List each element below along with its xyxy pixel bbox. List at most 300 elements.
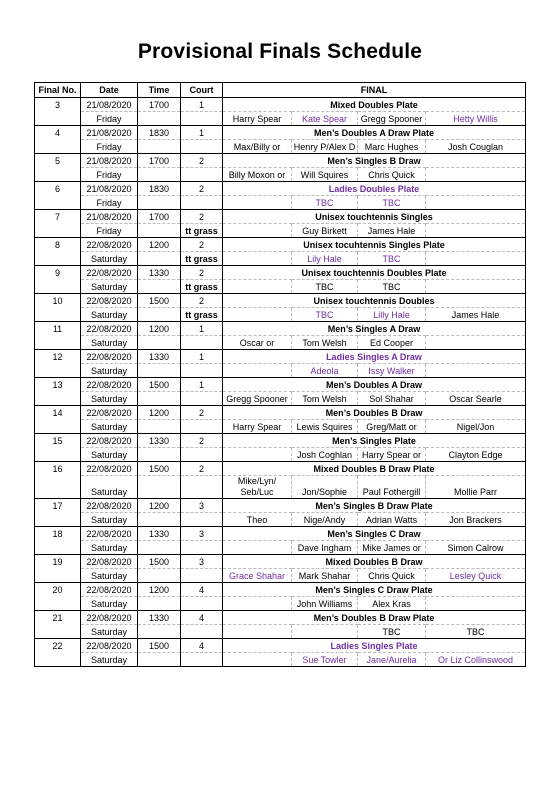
- final-time: 1830: [138, 182, 181, 196]
- final-date: 22/08/2020: [81, 583, 138, 597]
- time-cont: [138, 513, 181, 527]
- time-cont: [138, 597, 181, 611]
- player-cell: [223, 364, 292, 378]
- final-day: Saturday: [81, 569, 138, 583]
- time-cont: [138, 625, 181, 639]
- final-court: 3: [181, 499, 223, 513]
- time-cont: [138, 280, 181, 294]
- event-row: [35, 378, 526, 392]
- player-cell: Harry Spear: [223, 420, 292, 434]
- court-surface: [181, 112, 223, 126]
- court-surface: [181, 476, 223, 499]
- player-cell: TBC: [358, 252, 426, 266]
- final-number-cont: [35, 364, 81, 378]
- final-time: 1700: [138, 98, 181, 112]
- player-cell: Adrian Watts: [358, 513, 426, 527]
- final-number: 17: [35, 499, 81, 513]
- player-cell: Adeola: [292, 364, 358, 378]
- court-surface: [181, 336, 223, 350]
- player-cell: [426, 168, 526, 182]
- player-cell: Mike James or: [358, 541, 426, 555]
- final-number: 8: [35, 238, 81, 252]
- players-row: [35, 476, 526, 499]
- event-name: Ladies Doubles Plate: [223, 182, 526, 196]
- players-row: [35, 252, 526, 266]
- final-court: 4: [181, 583, 223, 597]
- player-cell: Kate Spear: [292, 112, 358, 126]
- court-surface: tt grass: [181, 224, 223, 238]
- player-cell: [223, 196, 292, 210]
- event-row: [35, 98, 526, 112]
- player-cell: [223, 252, 292, 266]
- final-number-cont: [35, 280, 81, 294]
- final-day: Saturday: [81, 336, 138, 350]
- final-date: 22/08/2020: [81, 406, 138, 420]
- player-cell: [223, 541, 292, 555]
- final-date: 22/08/2020: [81, 378, 138, 392]
- event-row: [35, 154, 526, 168]
- time-cont: [138, 448, 181, 462]
- final-day: Saturday: [81, 448, 138, 462]
- finals-schedule-table: [34, 82, 526, 667]
- header-final: FINAL: [223, 83, 526, 98]
- event-row: [35, 527, 526, 541]
- event-name: Mixed Doubles B Draw: [223, 555, 526, 569]
- player-cell: Ed Cooper: [358, 336, 426, 350]
- final-time: 1500: [138, 462, 181, 476]
- time-cont: [138, 308, 181, 322]
- final-date: 21/08/2020: [81, 182, 138, 196]
- final-day: Saturday: [81, 476, 138, 499]
- final-number-cont: [35, 168, 81, 182]
- player-cell: TBC: [358, 196, 426, 210]
- players-row: [35, 541, 526, 555]
- final-court: 2: [181, 434, 223, 448]
- final-number: 12: [35, 350, 81, 364]
- final-number: 10: [35, 294, 81, 308]
- final-time: 1330: [138, 350, 181, 364]
- players-row: [35, 112, 526, 126]
- final-time: 1200: [138, 583, 181, 597]
- final-court: 1: [181, 322, 223, 336]
- final-date: 22/08/2020: [81, 322, 138, 336]
- player-cell: [223, 280, 292, 294]
- player-cell: Josh Coghlan: [292, 448, 358, 462]
- final-number-cont: [35, 625, 81, 639]
- players-row: [35, 196, 526, 210]
- event-name: Unisex tocuhtennis Singles Plate: [223, 238, 526, 252]
- court-surface: [181, 196, 223, 210]
- event-name: Unisex touchtennis Doubles Plate: [223, 266, 526, 280]
- event-row: [35, 639, 526, 653]
- court-surface: tt grass: [181, 308, 223, 322]
- final-day: Saturday: [81, 625, 138, 639]
- player-cell: Max/Billy or: [223, 140, 292, 154]
- event-row: [35, 462, 526, 476]
- time-cont: [138, 336, 181, 350]
- final-court: 2: [181, 294, 223, 308]
- page-title: Provisional Finals Schedule: [137, 40, 423, 63]
- player-cell: Grace Shahar: [223, 569, 292, 583]
- final-time: 1500: [138, 294, 181, 308]
- time-cont: [138, 541, 181, 555]
- final-number-cont: [35, 597, 81, 611]
- final-day: Saturday: [81, 308, 138, 322]
- final-number: 5: [35, 154, 81, 168]
- time-cont: [138, 420, 181, 434]
- header-court: Court: [181, 83, 223, 98]
- final-court: 3: [181, 555, 223, 569]
- event-row: [35, 611, 526, 625]
- final-number: 18: [35, 527, 81, 541]
- court-surface: [181, 448, 223, 462]
- time-cont: [138, 196, 181, 210]
- final-date: 21/08/2020: [81, 126, 138, 140]
- final-date: 21/08/2020: [81, 154, 138, 168]
- time-cont: [138, 140, 181, 154]
- final-number-cont: [35, 569, 81, 583]
- final-number: 14: [35, 406, 81, 420]
- final-court: 4: [181, 639, 223, 653]
- player-cell: Josh Couglan: [426, 140, 526, 154]
- players-row: [35, 448, 526, 462]
- players-row: [35, 653, 526, 667]
- final-number: 15: [35, 434, 81, 448]
- final-date: 22/08/2020: [81, 266, 138, 280]
- final-court: 1: [181, 350, 223, 364]
- final-day: Friday: [81, 224, 138, 238]
- event-row: [35, 182, 526, 196]
- event-name: Men’s Singles A Draw: [223, 322, 526, 336]
- player-cell: Tom Welsh: [292, 392, 358, 406]
- player-cell: Clayton Edge: [426, 448, 526, 462]
- player-cell: Alex Kras: [358, 597, 426, 611]
- final-time: 1500: [138, 555, 181, 569]
- final-number-cont: [35, 448, 81, 462]
- final-number: 9: [35, 266, 81, 280]
- player-cell: [426, 224, 526, 238]
- player-cell: Sue Towler: [292, 653, 358, 667]
- final-number: 22: [35, 639, 81, 653]
- event-row: [35, 238, 526, 252]
- final-number-cont: [35, 476, 81, 499]
- final-day: Saturday: [81, 392, 138, 406]
- final-day: Friday: [81, 168, 138, 182]
- players-row: [35, 168, 526, 182]
- event-name: Ladies Singles Plate: [223, 639, 526, 653]
- player-cell: Mike/Lyn/ Seb/Luc: [223, 476, 292, 499]
- player-cell: Simon Calrow: [426, 541, 526, 555]
- final-date: 22/08/2020: [81, 434, 138, 448]
- player-cell: [223, 224, 292, 238]
- event-name: Unisex touchtennis Doubles: [223, 294, 526, 308]
- player-cell: [426, 597, 526, 611]
- final-date: 22/08/2020: [81, 294, 138, 308]
- final-court: 2: [181, 210, 223, 224]
- players-row: [35, 420, 526, 434]
- event-row: [35, 294, 526, 308]
- final-number: 4: [35, 126, 81, 140]
- final-date: 22/08/2020: [81, 462, 138, 476]
- final-date: 22/08/2020: [81, 555, 138, 569]
- court-surface: [181, 597, 223, 611]
- player-cell: Chris Quick: [358, 569, 426, 583]
- time-cont: [138, 224, 181, 238]
- final-number: 21: [35, 611, 81, 625]
- final-day: Friday: [81, 140, 138, 154]
- event-name: Men’s Doubles B Draw Plate: [223, 611, 526, 625]
- player-cell: Issy Walker: [358, 364, 426, 378]
- player-cell: [223, 308, 292, 322]
- player-cell: Will Squires: [292, 168, 358, 182]
- court-surface: [181, 541, 223, 555]
- final-number-cont: [35, 541, 81, 555]
- time-cont: [138, 112, 181, 126]
- time-cont: [138, 392, 181, 406]
- players-row: [35, 625, 526, 639]
- final-date: 21/08/2020: [81, 210, 138, 224]
- final-time: 1330: [138, 266, 181, 280]
- player-cell: [426, 336, 526, 350]
- player-cell: Guy Birkett: [292, 224, 358, 238]
- event-row: [35, 126, 526, 140]
- final-day: Saturday: [81, 541, 138, 555]
- players-row: [35, 392, 526, 406]
- final-date: 21/08/2020: [81, 98, 138, 112]
- court-surface: [181, 364, 223, 378]
- player-cell: Chris Quick: [358, 168, 426, 182]
- player-cell: Lesley Quick: [426, 569, 526, 583]
- final-number: 13: [35, 378, 81, 392]
- player-cell: Jane/Aurelia: [358, 653, 426, 667]
- final-number: 19: [35, 555, 81, 569]
- final-court: 2: [181, 266, 223, 280]
- event-row: [35, 350, 526, 364]
- final-day: Saturday: [81, 364, 138, 378]
- final-number: 3: [35, 98, 81, 112]
- player-cell: Billy Moxon or: [223, 168, 292, 182]
- player-cell: Nige/Andy: [292, 513, 358, 527]
- final-day: Saturday: [81, 420, 138, 434]
- final-time: 1200: [138, 322, 181, 336]
- player-cell: Lewis Squires: [292, 420, 358, 434]
- final-date: 22/08/2020: [81, 639, 138, 653]
- time-cont: [138, 569, 181, 583]
- final-court: 2: [181, 154, 223, 168]
- final-date: 22/08/2020: [81, 350, 138, 364]
- final-time: 1200: [138, 406, 181, 420]
- player-cell: [223, 625, 292, 639]
- players-row: [35, 364, 526, 378]
- final-time: 1500: [138, 639, 181, 653]
- final-court: 2: [181, 182, 223, 196]
- final-number: 11: [35, 322, 81, 336]
- player-cell: Gregg Spooner: [358, 112, 426, 126]
- event-name: Men’s Doubles A Draw Plate: [223, 126, 526, 140]
- final-number: 16: [35, 462, 81, 476]
- player-cell: Greg/Matt or: [358, 420, 426, 434]
- time-cont: [138, 168, 181, 182]
- player-cell: Tom Welsh: [292, 336, 358, 350]
- final-court: 1: [181, 378, 223, 392]
- header-time: Time: [138, 83, 181, 98]
- header-date: Date: [81, 83, 138, 98]
- event-name: Men’s Singles B Draw Plate: [223, 499, 526, 513]
- final-number-cont: [35, 392, 81, 406]
- final-day: Saturday: [81, 280, 138, 294]
- final-day: Friday: [81, 112, 138, 126]
- court-surface: [181, 392, 223, 406]
- schedule-body: [35, 98, 526, 667]
- final-time: 1700: [138, 154, 181, 168]
- player-cell: [223, 653, 292, 667]
- player-cell: Harry Spear or: [358, 448, 426, 462]
- player-cell: [223, 448, 292, 462]
- players-row: [35, 224, 526, 238]
- time-cont: [138, 653, 181, 667]
- final-court: 1: [181, 126, 223, 140]
- player-cell: Lilly Hale: [358, 308, 426, 322]
- player-cell: [426, 196, 526, 210]
- players-row: [35, 280, 526, 294]
- final-number: 20: [35, 583, 81, 597]
- event-row: [35, 499, 526, 513]
- player-cell: Paul Fothergill: [358, 476, 426, 499]
- court-surface: [181, 513, 223, 527]
- player-cell: TBC: [292, 280, 358, 294]
- final-day: Saturday: [81, 513, 138, 527]
- players-row: [35, 308, 526, 322]
- final-court: 3: [181, 527, 223, 541]
- court-surface: [181, 140, 223, 154]
- final-number: 6: [35, 182, 81, 196]
- event-row: [35, 406, 526, 420]
- player-cell: TBC: [426, 625, 526, 639]
- event-name: Mixed Doubles Plate: [223, 98, 526, 112]
- player-cell: Dave Ingham: [292, 541, 358, 555]
- player-cell: Mollie Parr: [426, 476, 526, 499]
- event-name: Mixed Doubles B Draw Plate: [223, 462, 526, 476]
- final-day: Saturday: [81, 653, 138, 667]
- player-cell: Sol Shahar: [358, 392, 426, 406]
- court-surface: [181, 625, 223, 639]
- players-row: [35, 336, 526, 350]
- player-cell: Jon Brackers: [426, 513, 526, 527]
- final-day: Saturday: [81, 597, 138, 611]
- final-date: 22/08/2020: [81, 238, 138, 252]
- final-number-cont: [35, 513, 81, 527]
- final-number-cont: [35, 653, 81, 667]
- player-cell: [292, 625, 358, 639]
- time-cont: [138, 364, 181, 378]
- final-court: 4: [181, 611, 223, 625]
- final-court: 2: [181, 462, 223, 476]
- final-time: 1330: [138, 611, 181, 625]
- time-cont: [138, 476, 181, 499]
- final-time: 1700: [138, 210, 181, 224]
- players-row: [35, 513, 526, 527]
- event-row: [35, 322, 526, 336]
- event-name: Unisex touchtennis Singles: [223, 210, 526, 224]
- player-cell: Hetty Willis: [426, 112, 526, 126]
- header-final-no: Final No.: [35, 83, 81, 98]
- final-time: 1200: [138, 238, 181, 252]
- player-cell: TBC: [358, 280, 426, 294]
- final-date: 22/08/2020: [81, 611, 138, 625]
- event-name: Men’s Singles Plate: [223, 434, 526, 448]
- player-cell: Oscar Searle: [426, 392, 526, 406]
- player-cell: Gregg Spooner: [223, 392, 292, 406]
- final-number-cont: [35, 336, 81, 350]
- player-cell: James Hale: [358, 224, 426, 238]
- player-cell: Lily Hale: [292, 252, 358, 266]
- court-surface: tt grass: [181, 252, 223, 266]
- player-cell: Or Liz Collinswood: [426, 653, 526, 667]
- final-date: 22/08/2020: [81, 499, 138, 513]
- header-row: [35, 83, 526, 98]
- final-day: Saturday: [81, 252, 138, 266]
- players-row: [35, 140, 526, 154]
- players-row: [35, 569, 526, 583]
- event-row: [35, 266, 526, 280]
- player-cell: Mark Shahar: [292, 569, 358, 583]
- court-surface: [181, 653, 223, 667]
- final-day: Friday: [81, 196, 138, 210]
- event-name: Men’s Doubles B Draw: [223, 406, 526, 420]
- court-surface: [181, 420, 223, 434]
- final-court: 1: [181, 98, 223, 112]
- event-row: [35, 555, 526, 569]
- final-number-cont: [35, 196, 81, 210]
- event-row: [35, 210, 526, 224]
- final-number-cont: [35, 140, 81, 154]
- final-number-cont: [35, 420, 81, 434]
- player-cell: Harry Spear: [223, 112, 292, 126]
- court-surface: tt grass: [181, 280, 223, 294]
- player-cell: Henry P/Alex D: [292, 140, 358, 154]
- final-number-cont: [35, 112, 81, 126]
- final-number-cont: [35, 252, 81, 266]
- player-cell: [426, 364, 526, 378]
- player-cell: John Williams: [292, 597, 358, 611]
- player-cell: Theo: [223, 513, 292, 527]
- event-name: Ladies Singles A Draw: [223, 350, 526, 364]
- player-cell: [223, 597, 292, 611]
- final-court: 2: [181, 238, 223, 252]
- event-row: [35, 583, 526, 597]
- event-name: Men’s Singles C Draw Plate: [223, 583, 526, 597]
- final-date: 22/08/2020: [81, 527, 138, 541]
- final-number-cont: [35, 224, 81, 238]
- player-cell: Oscar or: [223, 336, 292, 350]
- court-surface: [181, 569, 223, 583]
- player-cell: TBC: [292, 196, 358, 210]
- final-number-cont: [35, 308, 81, 322]
- final-time: 1830: [138, 126, 181, 140]
- final-time: 1500: [138, 378, 181, 392]
- player-cell: Jon/Sophie: [292, 476, 358, 499]
- final-number: 7: [35, 210, 81, 224]
- player-cell: Marc Hughes: [358, 140, 426, 154]
- event-name: Men’s Singles B Draw: [223, 154, 526, 168]
- player-cell: TBC: [292, 308, 358, 322]
- court-surface: [181, 168, 223, 182]
- event-name: Men’s Singles C Draw: [223, 527, 526, 541]
- time-cont: [138, 252, 181, 266]
- final-time: 1200: [138, 499, 181, 513]
- final-time: 1330: [138, 434, 181, 448]
- player-cell: TBC: [358, 625, 426, 639]
